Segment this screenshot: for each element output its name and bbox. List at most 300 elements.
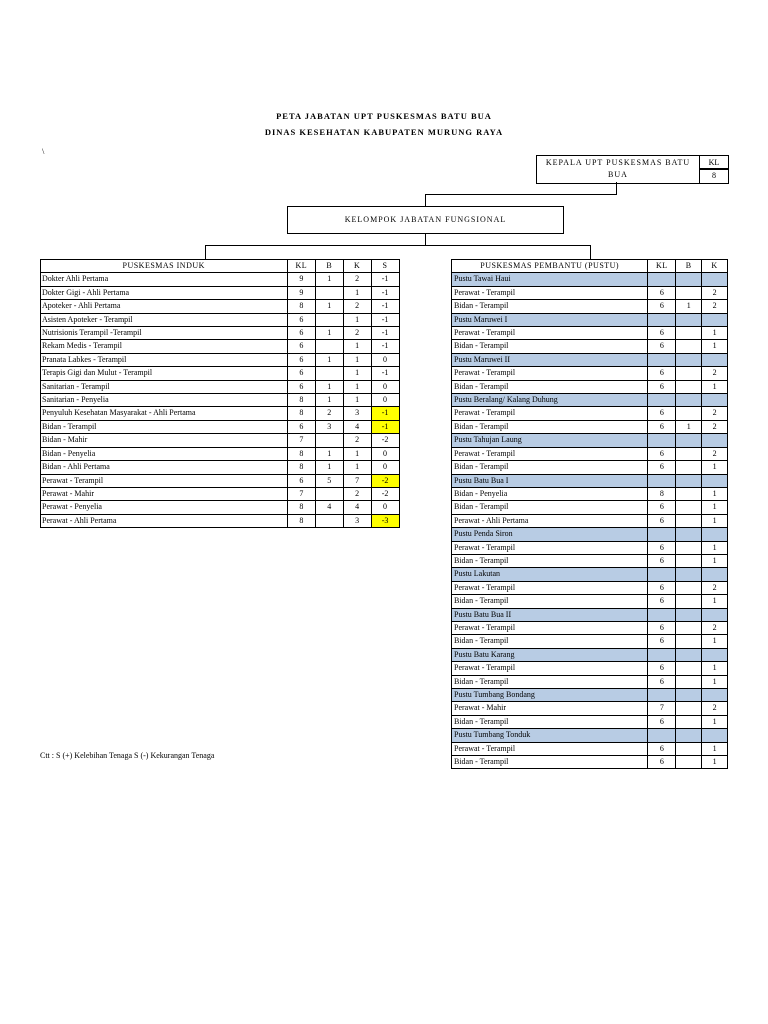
cell-b: 4 bbox=[316, 501, 344, 514]
table-row bbox=[41, 286, 400, 299]
table-row bbox=[452, 554, 728, 567]
puskesmas-induk-table bbox=[40, 259, 400, 528]
cell-kl: 6 bbox=[648, 447, 676, 460]
table-row bbox=[41, 300, 400, 313]
group-name: Pustu Tumbang Bondang bbox=[452, 689, 648, 702]
cell-kl: 8 bbox=[288, 407, 316, 420]
cell-s: -1 bbox=[372, 407, 400, 420]
document-title: PETA JABATAN UPT PUSKESMAS BATU BUA bbox=[276, 111, 492, 121]
cell-k: 2 bbox=[702, 420, 728, 433]
empty-cell bbox=[676, 568, 702, 581]
cell-kl: 6 bbox=[288, 353, 316, 366]
group-name: Pustu Tahujan Laung bbox=[452, 434, 648, 447]
cell-s: 0 bbox=[372, 447, 400, 460]
cell-k: 1 bbox=[344, 367, 372, 380]
empty-cell bbox=[702, 394, 728, 407]
cell-b: 1 bbox=[316, 447, 344, 460]
empty-cell bbox=[676, 313, 702, 326]
cell-b bbox=[676, 595, 702, 608]
cell-b: 3 bbox=[316, 420, 344, 433]
puskesmas-pembantu-table bbox=[451, 259, 728, 769]
empty-cell bbox=[648, 394, 676, 407]
table-row bbox=[452, 702, 728, 715]
cell-s: 0 bbox=[372, 353, 400, 366]
cell-name: Perawat - Terampil bbox=[452, 327, 648, 340]
cell-b bbox=[316, 286, 344, 299]
connector-line bbox=[590, 245, 591, 259]
cell-name: Penyuluh Kesehatan Masyarakat - Ahli Pertama bbox=[41, 407, 288, 420]
cell-name: Perawat - Penyelia bbox=[41, 501, 288, 514]
table-header-row bbox=[452, 260, 728, 273]
table-row bbox=[452, 447, 728, 460]
cell-b: 1 bbox=[316, 327, 344, 340]
cell-name: Bidan - Terampil bbox=[452, 756, 648, 769]
cell-k: 2 bbox=[702, 702, 728, 715]
cell-b bbox=[676, 715, 702, 728]
cell-kl: 6 bbox=[648, 380, 676, 393]
group-name: Pustu Batu Karang bbox=[452, 648, 648, 661]
cell-b bbox=[676, 380, 702, 393]
empty-cell bbox=[648, 313, 676, 326]
cell-kl: 7 bbox=[288, 434, 316, 447]
cell-k: 2 bbox=[702, 300, 728, 313]
cell-k: 1 bbox=[344, 340, 372, 353]
cell-b bbox=[316, 434, 344, 447]
table-row bbox=[452, 367, 728, 380]
empty-cell bbox=[676, 608, 702, 621]
cell-name: Bidan - Terampil bbox=[452, 420, 648, 433]
cell-kl: 8 bbox=[288, 447, 316, 460]
cell-name: Perawat - Terampil bbox=[452, 621, 648, 634]
cell-name: Bidan - Terampil bbox=[452, 554, 648, 567]
cell-b bbox=[676, 742, 702, 755]
cell-name: Perawat - Terampil bbox=[452, 367, 648, 380]
column-header: B bbox=[316, 260, 344, 273]
cell-kl: 6 bbox=[648, 420, 676, 433]
cell-name: Perawat - Terampil bbox=[452, 662, 648, 675]
group-row bbox=[452, 689, 728, 702]
cell-kl: 6 bbox=[288, 367, 316, 380]
connector-line bbox=[205, 245, 206, 259]
empty-cell bbox=[702, 528, 728, 541]
group-name: Pustu Tawai Haui bbox=[452, 273, 648, 286]
empty-cell bbox=[648, 608, 676, 621]
table-row bbox=[452, 595, 728, 608]
group-row bbox=[452, 648, 728, 661]
cell-name: Bidan - Terampil bbox=[452, 461, 648, 474]
cell-name: Rekam Medis - Terampil bbox=[41, 340, 288, 353]
cell-kl: 8 bbox=[288, 514, 316, 527]
cell-b: 1 bbox=[676, 420, 702, 433]
cell-b bbox=[676, 675, 702, 688]
cell-kl: 6 bbox=[648, 715, 676, 728]
table-row bbox=[41, 367, 400, 380]
cell-b bbox=[676, 621, 702, 634]
cell-b: 1 bbox=[316, 380, 344, 393]
cell-name: Bidan - Terampil bbox=[452, 380, 648, 393]
empty-cell bbox=[702, 474, 728, 487]
cell-k: 1 bbox=[702, 595, 728, 608]
group-name: Pustu Batu Bua II bbox=[452, 608, 648, 621]
cell-k: 1 bbox=[702, 340, 728, 353]
cell-b bbox=[676, 501, 702, 514]
cell-name: Bidan - Terampil bbox=[452, 595, 648, 608]
column-header: K bbox=[702, 260, 728, 273]
empty-cell bbox=[702, 608, 728, 621]
stray-backslash: \ bbox=[42, 146, 45, 156]
cell-kl: 6 bbox=[648, 300, 676, 313]
empty-cell bbox=[648, 434, 676, 447]
table-row bbox=[41, 447, 400, 460]
cell-name: Dokter Gigi - Ahli Pertama bbox=[41, 286, 288, 299]
cell-kl: 7 bbox=[648, 702, 676, 715]
cell-name: Perawat - Terampil bbox=[452, 286, 648, 299]
table-row bbox=[452, 742, 728, 755]
table-row bbox=[452, 300, 728, 313]
cell-b bbox=[316, 340, 344, 353]
cell-name: Terapis Gigi dan Mulut - Terampil bbox=[41, 367, 288, 380]
cell-s: 0 bbox=[372, 380, 400, 393]
cell-name: Bidan - Penyelia bbox=[452, 487, 648, 500]
cell-kl: 6 bbox=[648, 581, 676, 594]
cell-s: -1 bbox=[372, 313, 400, 326]
cell-kl: 6 bbox=[648, 514, 676, 527]
cell-b bbox=[676, 286, 702, 299]
cell-s: -1 bbox=[372, 340, 400, 353]
cell-s: -1 bbox=[372, 300, 400, 313]
table-row bbox=[41, 434, 400, 447]
cell-kl: 8 bbox=[288, 394, 316, 407]
cell-k: 1 bbox=[702, 461, 728, 474]
column-header: PUSKESMAS INDUK bbox=[41, 260, 288, 273]
cell-name: Asisten Apoteker - Terampil bbox=[41, 313, 288, 326]
empty-cell bbox=[702, 689, 728, 702]
table-row bbox=[41, 420, 400, 433]
empty-cell bbox=[676, 273, 702, 286]
group-name: Pustu Penda Siron bbox=[452, 528, 648, 541]
cell-kl: 7 bbox=[288, 487, 316, 500]
cell-k: 4 bbox=[344, 420, 372, 433]
table-row bbox=[452, 715, 728, 728]
cell-name: Bidan - Terampil bbox=[41, 420, 288, 433]
cell-k: 1 bbox=[344, 461, 372, 474]
group-row bbox=[452, 353, 728, 366]
empty-cell bbox=[676, 648, 702, 661]
cell-name: Perawat - Terampil bbox=[452, 581, 648, 594]
table-row bbox=[452, 501, 728, 514]
cell-k: 1 bbox=[702, 715, 728, 728]
table-row bbox=[452, 420, 728, 433]
cell-s: 0 bbox=[372, 461, 400, 474]
head-kl-value: 8 bbox=[699, 168, 729, 184]
cell-k: 1 bbox=[344, 394, 372, 407]
cell-name: Pranata Labkes - Terampil bbox=[41, 353, 288, 366]
cell-b bbox=[676, 635, 702, 648]
cell-b: 1 bbox=[316, 394, 344, 407]
table-row bbox=[41, 487, 400, 500]
cell-name: Perawat - Terampil bbox=[452, 742, 648, 755]
fungsional-box: KELOMPOK JABATAN FUNGSIONAL bbox=[287, 206, 564, 234]
cell-kl: 6 bbox=[288, 340, 316, 353]
cell-name: Nutrisionis Terampil -Terampil bbox=[41, 327, 288, 340]
cell-name: Bidan - Terampil bbox=[452, 300, 648, 313]
document-subtitle: DINAS KESEHATAN KABUPATEN MURUNG RAYA bbox=[264, 127, 504, 137]
cell-name: Perawat - Ahli Pertama bbox=[41, 514, 288, 527]
cell-kl: 6 bbox=[288, 327, 316, 340]
empty-cell bbox=[648, 568, 676, 581]
column-header: KL bbox=[288, 260, 316, 273]
cell-name: Perawat - Ahli Pertama bbox=[452, 514, 648, 527]
table-row bbox=[452, 340, 728, 353]
group-name: Pustu Tumbang Tonduk bbox=[452, 729, 648, 742]
table-row bbox=[452, 514, 728, 527]
cell-kl: 8 bbox=[288, 501, 316, 514]
cell-k: 2 bbox=[344, 327, 372, 340]
empty-cell bbox=[648, 273, 676, 286]
cell-b bbox=[676, 407, 702, 420]
cell-name: Bidan - Terampil bbox=[452, 501, 648, 514]
empty-cell bbox=[702, 729, 728, 742]
group-row bbox=[452, 474, 728, 487]
cell-s: -3 bbox=[372, 514, 400, 527]
table-row bbox=[452, 621, 728, 634]
cell-k: 7 bbox=[344, 474, 372, 487]
cell-b bbox=[676, 541, 702, 554]
connector-line bbox=[425, 233, 426, 245]
cell-kl: 6 bbox=[648, 367, 676, 380]
cell-s: -1 bbox=[372, 273, 400, 286]
cell-s: -1 bbox=[372, 367, 400, 380]
table-row bbox=[452, 461, 728, 474]
column-header: K bbox=[344, 260, 372, 273]
table-row bbox=[452, 635, 728, 648]
cell-kl: 9 bbox=[288, 273, 316, 286]
cell-b: 1 bbox=[316, 273, 344, 286]
empty-cell bbox=[648, 689, 676, 702]
group-name: Pustu Batu Bua I bbox=[452, 474, 648, 487]
cell-k: 2 bbox=[702, 621, 728, 634]
cell-k: 1 bbox=[344, 353, 372, 366]
cell-k: 1 bbox=[702, 635, 728, 648]
connector-line bbox=[205, 245, 591, 246]
cell-k: 1 bbox=[702, 742, 728, 755]
empty-cell bbox=[676, 528, 702, 541]
table-header-row bbox=[41, 260, 400, 273]
cell-kl: 8 bbox=[648, 487, 676, 500]
group-name: Pustu Maruwei I bbox=[452, 313, 648, 326]
table-row bbox=[452, 327, 728, 340]
cell-name: Perawat - Terampil bbox=[452, 407, 648, 420]
cell-name: Perawat - Mahir bbox=[452, 702, 648, 715]
table-row bbox=[41, 353, 400, 366]
cell-kl: 6 bbox=[648, 407, 676, 420]
cell-k: 1 bbox=[344, 380, 372, 393]
table-row bbox=[41, 340, 400, 353]
table-row bbox=[41, 474, 400, 487]
cell-b bbox=[676, 581, 702, 594]
group-row bbox=[452, 608, 728, 621]
table-row bbox=[41, 407, 400, 420]
cell-b bbox=[676, 662, 702, 675]
column-header: S bbox=[372, 260, 400, 273]
cell-b bbox=[676, 340, 702, 353]
table-row bbox=[41, 273, 400, 286]
cell-b bbox=[316, 367, 344, 380]
cell-kl: 9 bbox=[288, 286, 316, 299]
cell-k: 2 bbox=[344, 300, 372, 313]
cell-k: 1 bbox=[702, 514, 728, 527]
cell-b: 2 bbox=[316, 407, 344, 420]
cell-k: 1 bbox=[702, 554, 728, 567]
cell-name: Bidan - Terampil bbox=[452, 635, 648, 648]
empty-cell bbox=[676, 394, 702, 407]
cell-k: 2 bbox=[702, 286, 728, 299]
column-header: B bbox=[676, 260, 702, 273]
group-row bbox=[452, 394, 728, 407]
cell-kl: 8 bbox=[288, 300, 316, 313]
cell-name: Perawat - Terampil bbox=[452, 541, 648, 554]
cell-kl: 6 bbox=[648, 340, 676, 353]
empty-cell bbox=[676, 689, 702, 702]
cell-name: Dokter Ahli Pertama bbox=[41, 273, 288, 286]
table-row bbox=[41, 394, 400, 407]
empty-cell bbox=[702, 434, 728, 447]
cell-b bbox=[676, 367, 702, 380]
group-row bbox=[452, 729, 728, 742]
empty-cell bbox=[702, 313, 728, 326]
cell-b: 1 bbox=[316, 461, 344, 474]
cell-k: 1 bbox=[702, 675, 728, 688]
cell-kl: 6 bbox=[288, 420, 316, 433]
cell-name: Apoteker - Ahli Pertama bbox=[41, 300, 288, 313]
group-name: Pustu Beralang/ Kalang Duhung bbox=[452, 394, 648, 407]
cell-name: Sanitarian - Terampil bbox=[41, 380, 288, 393]
cell-b bbox=[316, 313, 344, 326]
cell-k: 2 bbox=[702, 407, 728, 420]
cell-k: 2 bbox=[702, 581, 728, 594]
cell-name: Bidan - Penyelia bbox=[41, 447, 288, 460]
empty-cell bbox=[676, 474, 702, 487]
group-name: Pustu Lakutan bbox=[452, 568, 648, 581]
cell-k: 1 bbox=[702, 541, 728, 554]
table-row bbox=[452, 675, 728, 688]
empty-cell bbox=[676, 353, 702, 366]
group-row bbox=[452, 313, 728, 326]
cell-s: 0 bbox=[372, 501, 400, 514]
cell-b bbox=[676, 702, 702, 715]
cell-kl: 6 bbox=[648, 461, 676, 474]
table-row bbox=[452, 581, 728, 594]
connector-line bbox=[616, 182, 617, 194]
cell-b bbox=[676, 447, 702, 460]
cell-name: Bidan - Mahir bbox=[41, 434, 288, 447]
table-row bbox=[452, 662, 728, 675]
cell-k: 4 bbox=[344, 501, 372, 514]
table-row bbox=[452, 756, 728, 769]
head-kl-label: KL bbox=[699, 155, 729, 170]
cell-b bbox=[676, 327, 702, 340]
cell-kl: 6 bbox=[648, 662, 676, 675]
cell-k: 1 bbox=[702, 501, 728, 514]
cell-name: Bidan - Terampil bbox=[452, 675, 648, 688]
group-row bbox=[452, 568, 728, 581]
cell-name: Bidan - Ahli Pertama bbox=[41, 461, 288, 474]
cell-name: Bidan - Terampil bbox=[452, 715, 648, 728]
cell-b: 1 bbox=[676, 300, 702, 313]
cell-b: 5 bbox=[316, 474, 344, 487]
empty-cell bbox=[648, 648, 676, 661]
connector-line bbox=[425, 194, 426, 206]
head-box bbox=[536, 155, 700, 184]
cell-name: Bidan - Terampil bbox=[452, 340, 648, 353]
cell-name: Perawat - Terampil bbox=[452, 447, 648, 460]
cell-kl: 6 bbox=[648, 675, 676, 688]
table-row bbox=[452, 407, 728, 420]
cell-name: Sanitarian - Penyelia bbox=[41, 394, 288, 407]
cell-k: 1 bbox=[344, 313, 372, 326]
cell-b bbox=[316, 514, 344, 527]
group-row bbox=[452, 528, 728, 541]
table-row bbox=[452, 380, 728, 393]
cell-k: 3 bbox=[344, 514, 372, 527]
group-row bbox=[452, 434, 728, 447]
cell-kl: 6 bbox=[288, 313, 316, 326]
cell-kl: 6 bbox=[648, 621, 676, 634]
cell-b: 1 bbox=[316, 353, 344, 366]
table-row bbox=[452, 286, 728, 299]
cell-b bbox=[316, 487, 344, 500]
cell-s: -2 bbox=[372, 434, 400, 447]
empty-cell bbox=[648, 474, 676, 487]
cell-kl: 6 bbox=[648, 286, 676, 299]
cell-k: 2 bbox=[702, 367, 728, 380]
cell-k: 1 bbox=[702, 662, 728, 675]
column-header: PUSKESMAS PEMBANTU (PUSTU) bbox=[452, 260, 648, 273]
cell-k: 1 bbox=[344, 447, 372, 460]
cell-kl: 6 bbox=[648, 541, 676, 554]
cell-k: 2 bbox=[344, 487, 372, 500]
cell-s: -2 bbox=[372, 487, 400, 500]
table-row bbox=[41, 380, 400, 393]
cell-kl: 6 bbox=[648, 756, 676, 769]
cell-s: -1 bbox=[372, 327, 400, 340]
column-header: KL bbox=[648, 260, 676, 273]
table-row bbox=[41, 327, 400, 340]
cell-name: Perawat - Mahir bbox=[41, 487, 288, 500]
cell-kl: 6 bbox=[648, 554, 676, 567]
cell-k: 2 bbox=[344, 273, 372, 286]
table-row bbox=[41, 461, 400, 474]
cell-k: 3 bbox=[344, 407, 372, 420]
table-row bbox=[41, 313, 400, 326]
cell-s: -2 bbox=[372, 474, 400, 487]
cell-kl: 8 bbox=[288, 461, 316, 474]
cell-b: 1 bbox=[316, 300, 344, 313]
table-row bbox=[452, 541, 728, 554]
cell-s: -1 bbox=[372, 286, 400, 299]
cell-k: 1 bbox=[702, 380, 728, 393]
empty-cell bbox=[648, 729, 676, 742]
cell-k: 2 bbox=[344, 434, 372, 447]
connector-line bbox=[425, 194, 617, 195]
cell-name: Perawat - Terampil bbox=[41, 474, 288, 487]
table-row bbox=[452, 487, 728, 500]
empty-cell bbox=[702, 568, 728, 581]
cell-k: 1 bbox=[344, 286, 372, 299]
cell-kl: 6 bbox=[648, 501, 676, 514]
empty-cell bbox=[648, 353, 676, 366]
cell-kl: 6 bbox=[288, 380, 316, 393]
